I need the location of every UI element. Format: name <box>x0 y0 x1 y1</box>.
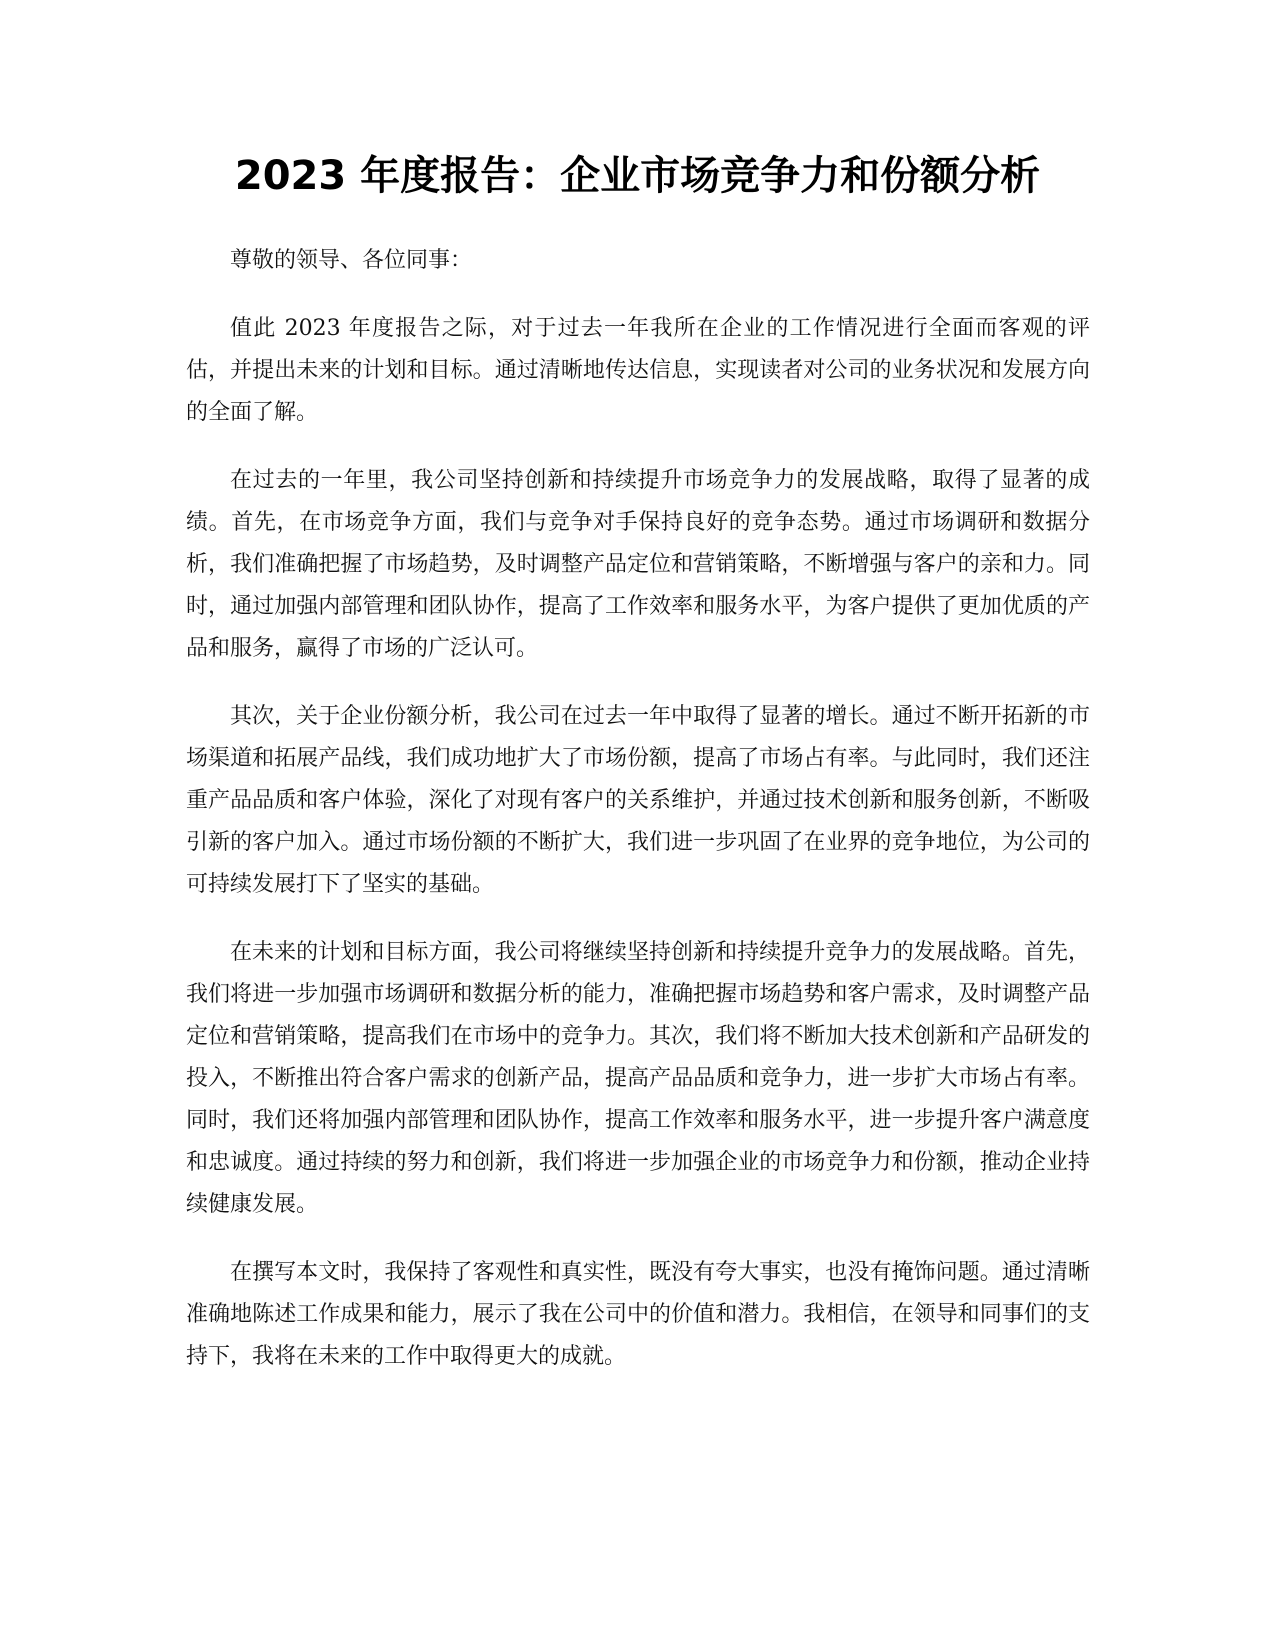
paragraph-competitiveness: 在过去的一年里，我公司坚持创新和持续提升市场竞争力的发展战略，取得了显著的成绩。首先，在市场竞争方面，我们与竞争对手保持良好的竞争态势。通过市场调研和数据分析，我们准确把握了市场趋势，及时调整产品定位和营销策略，不断增强与客户的亲和力。同时，通过加强内部管理和团队协作，提高了工作效率和服务水平，为客户提供了更加优质的产品和服务，赢得了市场的广泛认可。 <box>186 468 1090 661</box>
paragraph-future-plans: 在未来的计划和目标方面，我公司将继续坚持创新和持续提升竞争力的发展战略。首先，我们将进一步加强市场调研和数据分析的能力，准确把握市场趋势和客户需求，及时调整产品定位和营销策略，提高我们在市场中的竞争力。其次，我们将不断加大技术创新和产品研发的投入，不断推出符合客户需求的创新产品，提高产品品质和竞争力，进一步扩大市场占有率。同时，我们还将加强内部管理和团队协作，提高工作效率和服务水平，进一步提升客户满意度和忠诚度。通过持续的努力和创新，我们将进一步加强企业的市场竞争力和份额，推动企业持续健康发展。 <box>186 940 1090 1217</box>
paragraph-closing: 在撰写本文时，我保持了客观性和真实性，既没有夸大事实，也没有掩饰问题。通过清晰准确地陈述工作成果和能力，展示了我在公司中的价值和潜力。我相信，在领导和同事们的支持下，我将在未来的工作中取得更大的成就。 <box>186 1260 1090 1369</box>
salutation: 尊敬的领导、各位同事： <box>230 248 473 273</box>
document-title: 2023 年度报告：企业市场竞争力和份额分析 <box>234 153 1041 199</box>
paragraph-intro: 值此 2023 年度报告之际，对于过去一年我所在企业的工作情况进行全面而客观的评估，并提出未来的计划和目标。通过清晰地传达信息，实现读者对公司的业务状况和发展方向的全面了解。 <box>186 316 1090 425</box>
paragraph-market-share: 其次，关于企业份额分析，我公司在过去一年中取得了显著的增长。通过不断开拓新的市场渠道和拓展产品线，我们成功地扩大了市场份额，提高了市场占有率。与此同时，我们还注重产品品质和客户体验，深化了对现有客户的关系维护，并通过技术创新和服务创新，不断吸引新的客户加入。通过市场份额的不断扩大，我们进一步巩固了在业界的竞争地位，为公司的可持续发展打下了坚实的基础。 <box>186 704 1090 897</box>
document-body <box>186 240 1090 1404</box>
